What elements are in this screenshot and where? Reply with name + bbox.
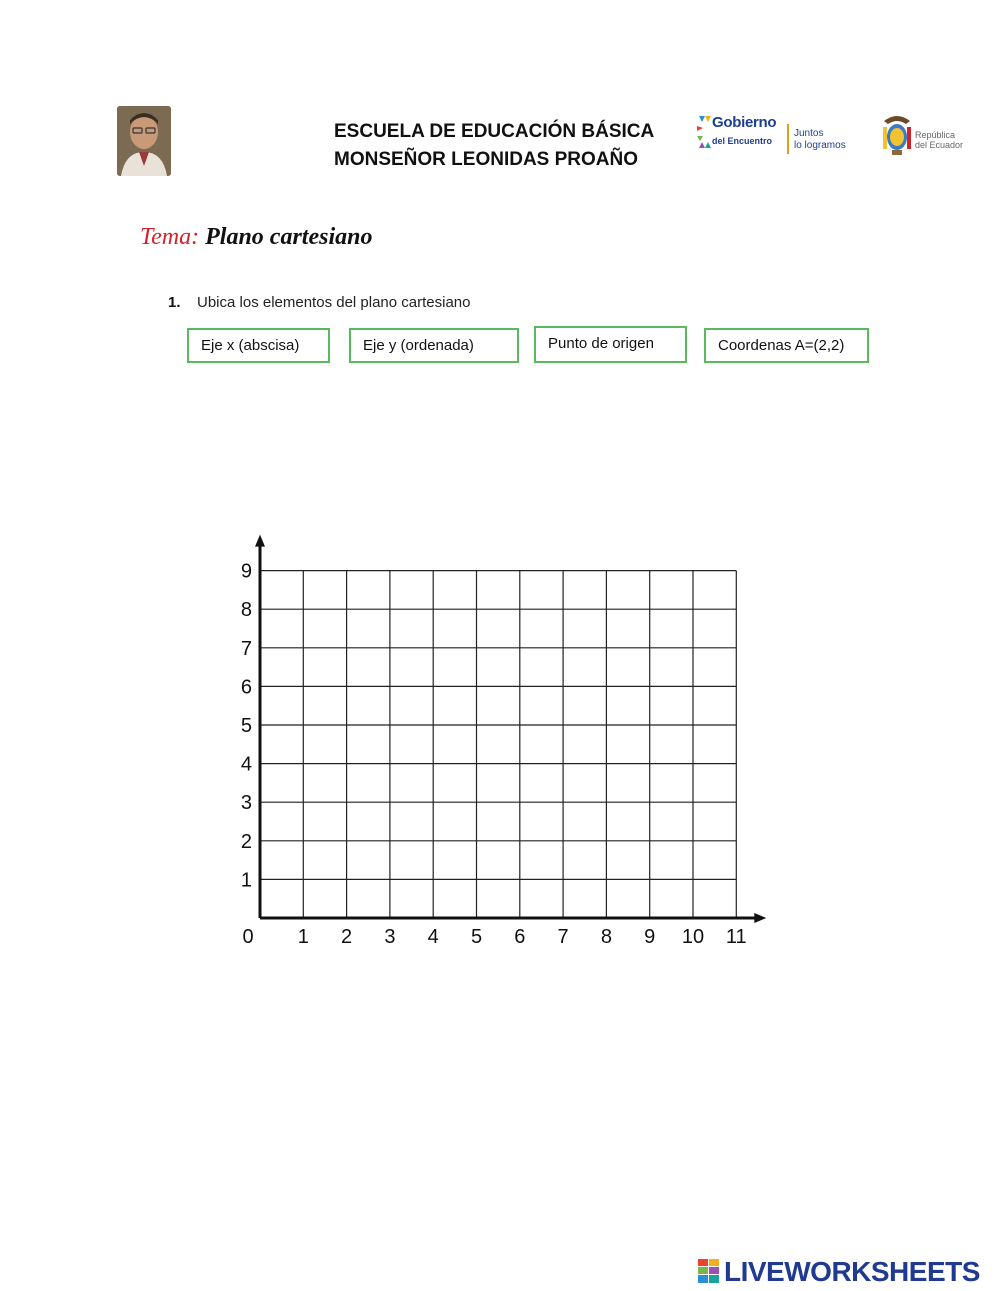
y-tick-label: 6 (240, 676, 252, 699)
republica-line-1: República (915, 130, 956, 140)
cartesian-plane-svg (230, 525, 770, 955)
topic-title: Plano cartesiano (205, 224, 373, 250)
answer-box-x-axis[interactable]: Eje x (abscisa) (187, 328, 330, 363)
answer-box-coordinates[interactable]: Coordenas A=(2,2) (704, 328, 869, 363)
y-axis-arrow (255, 535, 265, 547)
x-tick-label: 2 (341, 926, 353, 948)
y-tick-label: 9 (240, 560, 252, 583)
gobierno-logo (697, 112, 867, 158)
x-tick-label: 0 (242, 926, 254, 948)
x-axis-arrow (754, 913, 766, 923)
gobierno-slogan-2: lo logramos (794, 140, 846, 151)
y-tick-label: 3 (240, 792, 252, 815)
republica-logo (880, 113, 970, 159)
y-tick-label: 7 (240, 637, 252, 660)
school-line-2: MONSEÑOR LEONIDAS PROAÑO (334, 149, 639, 170)
x-tick-label: 9 (644, 926, 656, 948)
ecuador-coat-of-arms-icon (880, 113, 914, 157)
liveworksheets-wordmark: LIVEWORKSHEETS (724, 1256, 980, 1287)
x-tick-label: 10 (681, 926, 705, 948)
question-number: 1. (168, 294, 181, 311)
republica-line-2: del Ecuador (915, 140, 964, 150)
question-text: Ubica los elementos del plano cartesiano (197, 294, 471, 311)
y-tick-label: 2 (240, 830, 252, 853)
x-tick-label: 3 (384, 926, 396, 948)
x-tick-label: 11 (725, 926, 747, 948)
liveworksheets-badge-icon (698, 1259, 720, 1283)
topic-heading (140, 224, 372, 251)
founder-portrait (117, 106, 171, 176)
school-line-1: ESCUELA DE EDUCACIÓN BÁSICA (334, 121, 655, 142)
x-tick-label: 8 (600, 926, 612, 948)
gobierno-name: Gobierno (712, 114, 777, 131)
x-tick-label: 7 (557, 926, 569, 948)
answer-box-origin[interactable]: Punto de origen (534, 326, 687, 363)
x-tick-label: 5 (470, 926, 483, 948)
x-tick-label: 1 (297, 926, 309, 948)
gobierno-divider (787, 124, 789, 154)
school-name (334, 118, 654, 174)
y-tick-label: 8 (240, 599, 252, 622)
cartesian-plane (230, 525, 770, 960)
gobierno-burst-icon (697, 114, 711, 154)
gobierno-sub: del Encuentro (712, 136, 773, 146)
x-tick-label: 6 (514, 926, 526, 948)
gobierno-slogan-1: Juntos (794, 128, 824, 139)
y-tick-label: 5 (240, 715, 252, 737)
y-tick-label: 4 (240, 753, 252, 776)
x-tick-label: 4 (427, 926, 439, 948)
y-tick-label: 1 (240, 869, 252, 892)
answer-box-y-axis[interactable]: Eje y (ordenada) (349, 328, 519, 363)
topic-label: Tema: (140, 224, 200, 250)
